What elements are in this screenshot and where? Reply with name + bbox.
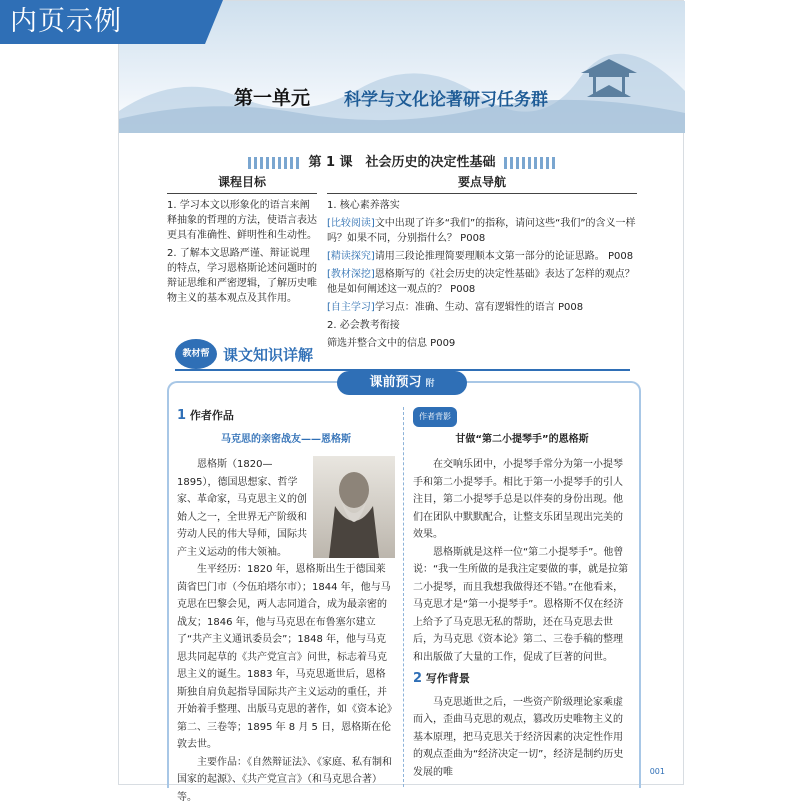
guide-item-text: 请用三段论推理简要理顺本文第一部分的论证思路。 P008 [375,251,633,262]
guide-item-label: [比较阅读] [327,218,375,229]
guide-item-label: [精读探究] [327,251,375,262]
sample-page-tag: 内页示例 [0,0,205,44]
decor-bars-left [248,157,300,169]
guide-item-text: 恩格斯写的《社会历史的决定性基础》表达了怎样的观点？他是如何阐述这一观点的？ P008 [327,269,635,295]
violin-para-1: 在交响乐团中，小提琴手常分为第一小提琴手和第二小提琴手。相比于第一小提琴手的引人注目，第二小提琴手总是以伴奏的身份出现。他们在团队中默默配合，让整支乐团呈现出完美的效果。 [413,456,631,544]
guide-item-text: 学习点：准确、生动、富有逻辑性的语言 P008 [375,302,583,313]
unit-title: 科学与文化论著研习任务群 [344,85,548,110]
preview-title: 课前预习 [369,375,421,390]
author-note-tag: 作者背影 [413,407,457,427]
guide-item [327,198,637,213]
guide-item-text: 文中出现了许多“我们”的指称，请问这些“我们”的含义一样吗？如果不同，分别指什么？ P008 [327,218,636,244]
background-para: 马克思逝世之后，一些资产阶级理论家乘虚而入，歪曲马克思的观点，篡改历史唯物主义的基本原理，把马克思关于经济因素的决定性作用的观点歪曲为“经济决定一切”，经济是制约历史发展的唯 [413,694,631,782]
goal-item: 1. 学习本文以形象化的语言来阐释抽象的哲理的方法，使语言表达更具有准确性、鲜明性和生动性。 [167,198,317,243]
guide-item-label: [自主学习] [327,302,375,313]
engels-works: 主要作品：《自然辩证法》、《家庭、私有制和国家的起源》、《共产党宣言》（和马克思合著）等。 [177,754,395,806]
violin-para-2: 恩格斯就是这样一位“第二小提琴手”。他曾说：“我一生所做的是我注定要做的事，就是拉第二小提琴，而且我想我做得还不错。”在他看来，马克思才是“第一小提琴手”。恩格斯不仅在经济上给予了马克思无私的帮助，还在马克思去世后，为马克思《资本论》第二、三卷手稿的整理和出版做了大量的工作，促成了巨著的问世。 [413,544,631,667]
violin-subtitle: 甘做“第二小提琴手”的恩格斯 [413,431,631,449]
column-divider [403,407,404,787]
guide-item-text: 2. 必会教考衔接 [327,320,400,331]
decor-bars-right [504,157,556,169]
goals-table [167,173,637,331]
guide-heading: 要点导航 [327,173,637,194]
engels-subtitle: 马克思的亲密战友——恩格斯 [177,431,395,449]
course-goals-heading: 课程目标 [167,173,317,194]
guide-item-text: 1. 核心素养落实 [327,200,400,211]
engels-life: 生平经历：1820 年，恩格斯出生于德国莱茵省巴门市（今伍珀塔尔市）；1844 年，他与马克思在巴黎会见，两人志同道合，成为最亲密的战友；1846 年，他与马克思在布鲁塞尔建立了“共产主义通讯委员会”；1848 年，他与马克思共同起草的《共产党宣言》问世，标志着马克思主义的诞生。1883 年，马克思逝世后，恩格斯独自肩负起指导国际共产主义运动的重任，并开始着手整理、出版马克思的著作，如《资本论》第二、三卷等；1895 年 8 月 5 日，恩格斯在伦敦去世。 [177,561,395,754]
lesson-title: 第 1 课 社会历史的决定性基础 [308,155,495,170]
lesson-title-row [119,151,685,170]
author-works-heading: 1 作者作品 [177,407,395,425]
preview-sub: 附 [426,379,435,389]
course-goals [167,173,317,331]
guide-item-text: 筛选并整合文中的信息 P009 [327,338,455,349]
key-points-guide [327,173,637,331]
goal-item: 2. 了解本文思路严谨、辩证说理的特点，学习恩格斯论述问题时的辩证思维和严密逻辑，了解历史唯物主义的基本观点及其作用。 [167,246,317,306]
section-title: 课文知识详解 [223,344,313,365]
guide-item [327,267,637,297]
section-header [175,341,630,371]
guide-item [327,300,637,315]
left-column [177,407,395,806]
book-page [118,0,684,785]
unit-number: 第一单元 [234,83,310,110]
guide-item [327,249,637,264]
preview-pill [337,371,467,395]
portrait-image [313,456,395,558]
engels-portrait [313,456,395,558]
page-number: 001 [650,767,665,776]
note-tag-row [413,407,631,427]
guide-item [327,318,637,333]
right-column [413,407,631,781]
guide-item-label: [教材深挖] [327,269,375,280]
preview-box [167,381,641,788]
guide-item [327,216,637,246]
section-badge: 教材帮 [175,339,217,369]
background-heading: 2 写作背景 [413,670,631,688]
guide-list [327,198,637,351]
engels-intro: 恩格斯（1820—1895），德国思想家、哲学家、革命家，马克思主义的创始人之一，全世界无产阶级和劳动人民的伟大导师，国际共产主义运动的伟大领袖。 [177,456,395,561]
